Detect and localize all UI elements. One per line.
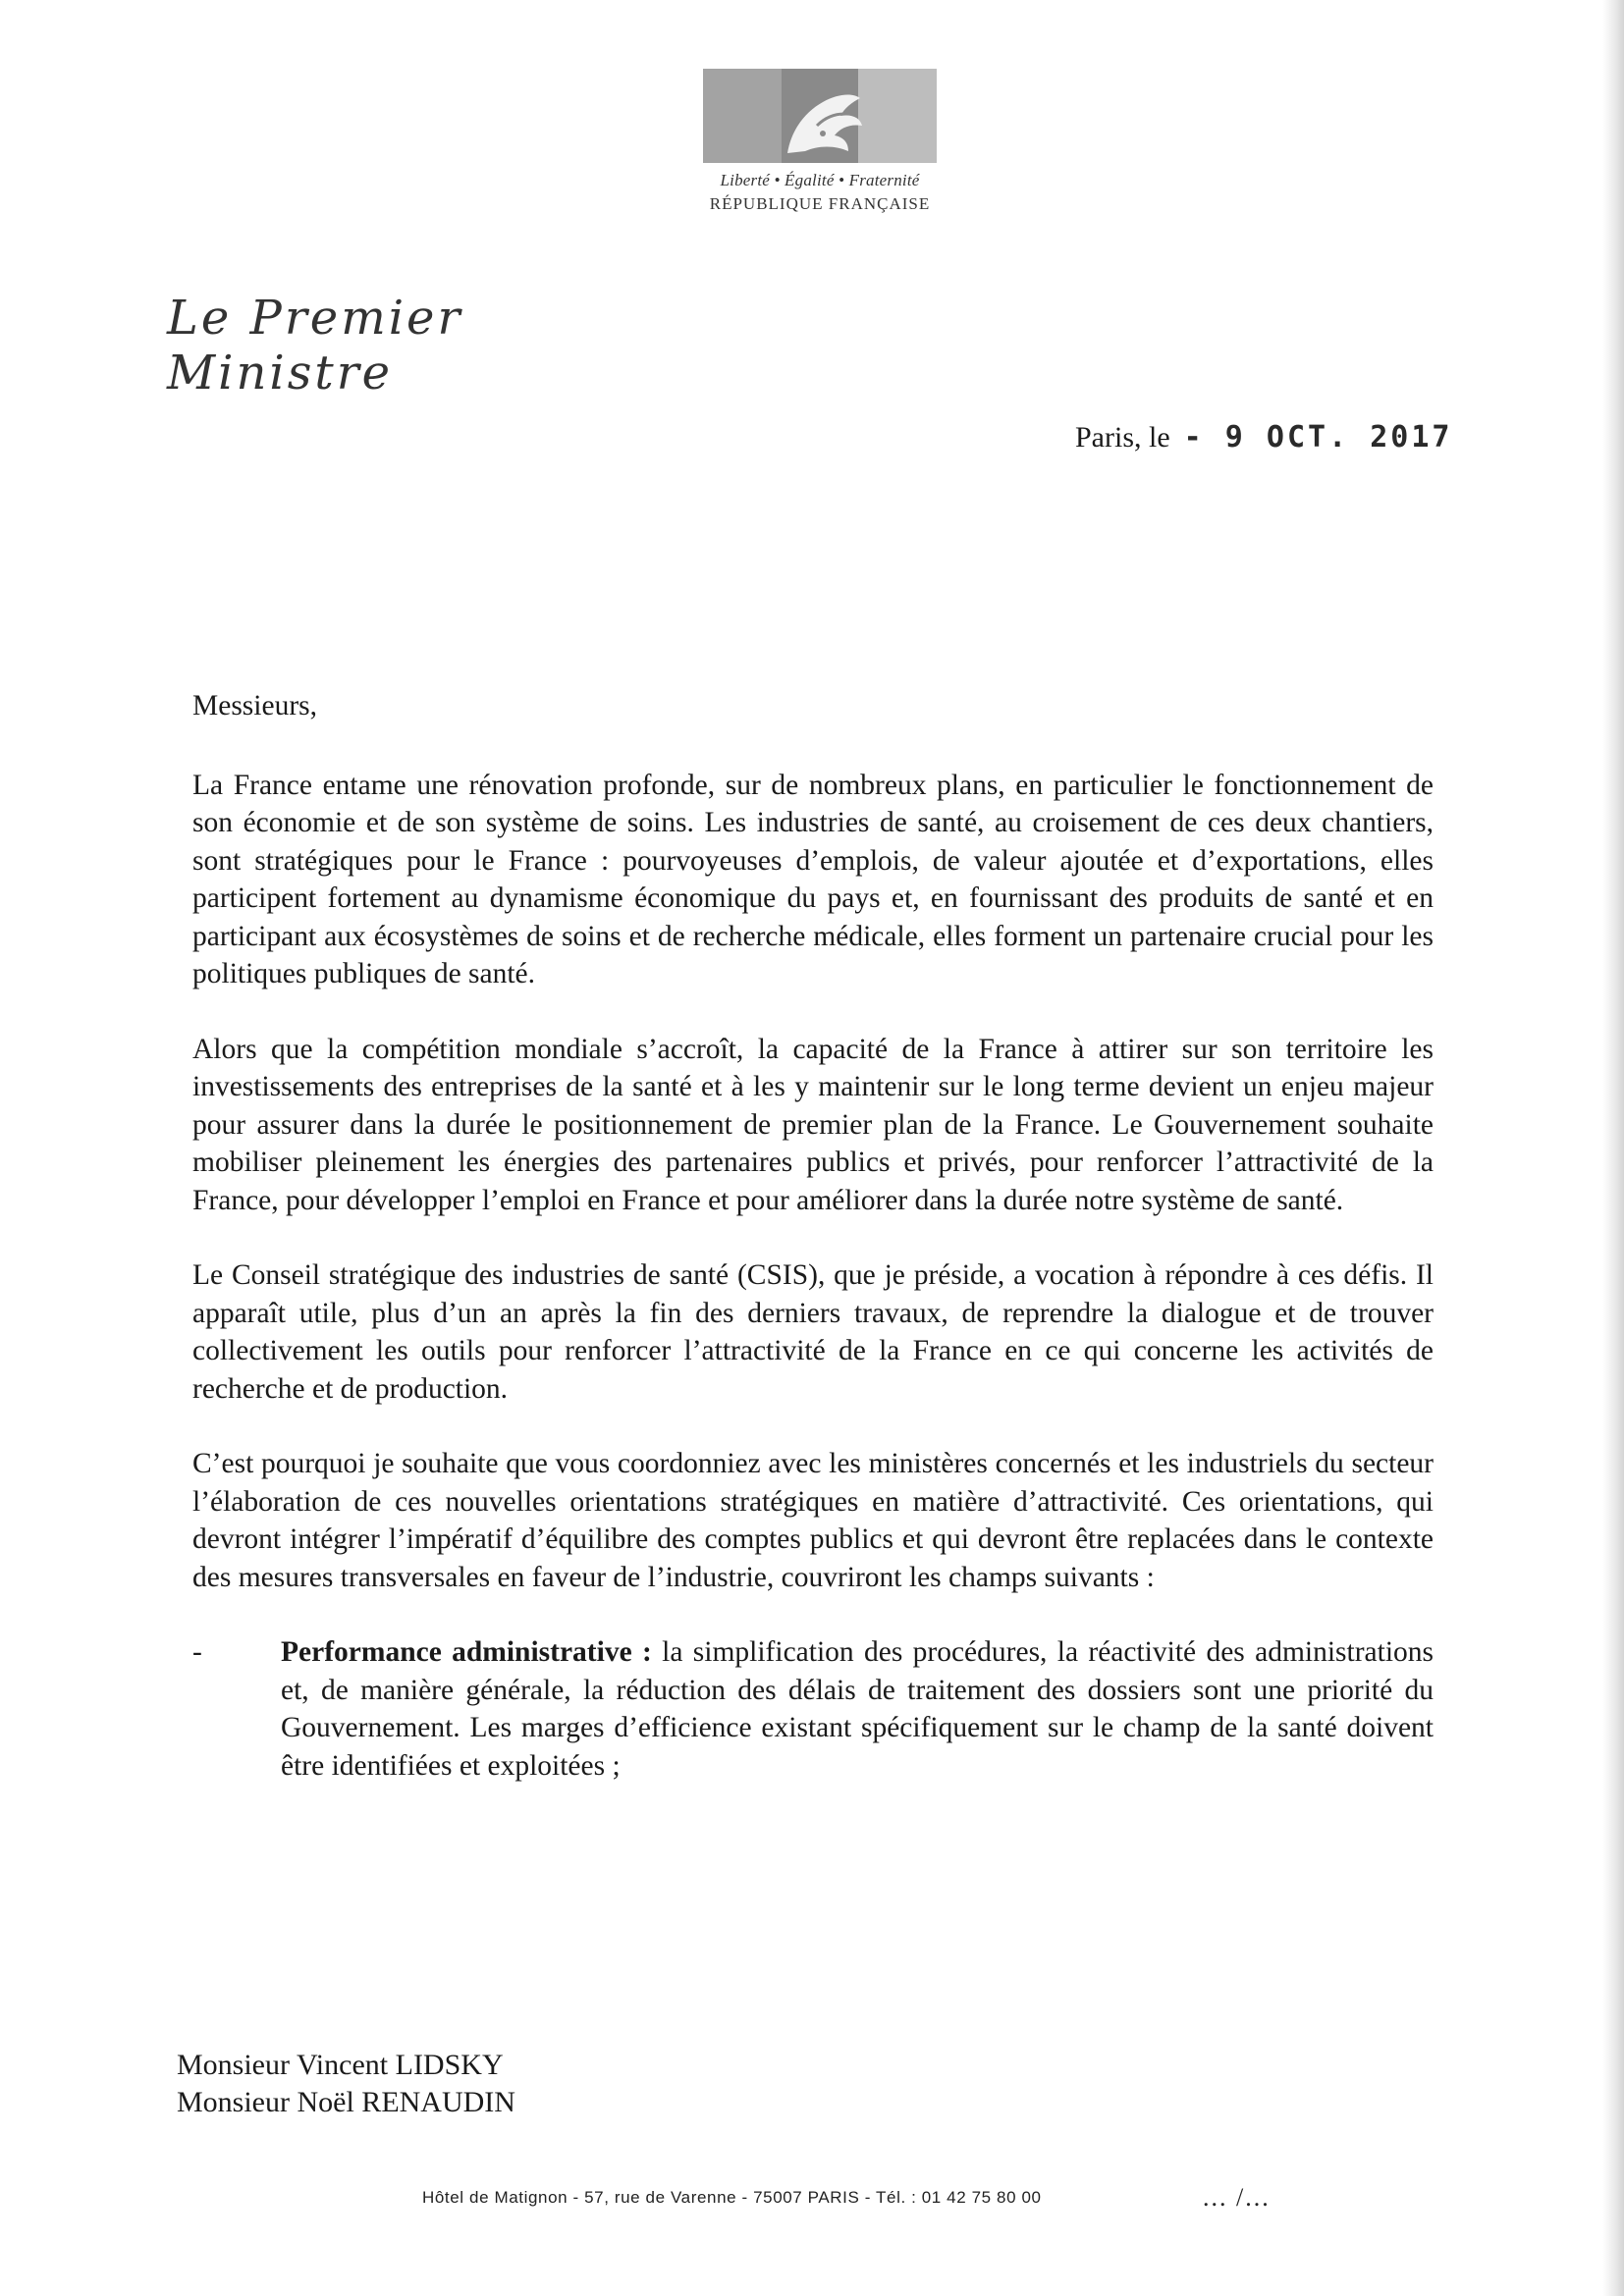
marianne-logo-icon [697, 69, 943, 167]
paragraph: La France entame une rénovation profonde, sur de nombreux plans, en particulier le fonctionnement de son économie et de son système de soins. Les industries de santé, au croisement de ces deux chantiers, sont stratégiques pour le France : pourvoyeuses d’emplois, de valeur ajoutée et d’exportations, elles participent fortement au dynamisme économique du pays et, en fournissant des produits de santé et en participant aux écosystèmes de soins et de recherche médicale, elles forment un partenaire crucial pour les politiques publiques de santé. [192, 769, 1434, 989]
date-line [1075, 420, 1452, 454]
footer-address: Hôtel de Matignon - 57, rue de Varenne - 75007 PARIS - Tél. : 01 42 75 80 00 [422, 2188, 1042, 2207]
logo-country-name: RÉPUBLIQUE FRANÇAISE [709, 194, 931, 213]
list-item-performance-administrative [192, 1633, 1434, 1785]
scan-edge-shadow [1602, 0, 1624, 2296]
continuation-mark: ... /... [1203, 2183, 1271, 2212]
paragraph: C’est pourquoi je souhaite que vous coordonniez avec les ministères concernés et les industriels du secteur l’élaboration de ces nouvelles orientations stratégiques en matière d’attractivité. Ces orientations, qui devront intégrer l’impératif d’équilibre des comptes publics et qui devront être replacées dans le contexte des mesures transversales en faveur de l’industrie, couvriront les champs suivants : [192, 1448, 1434, 1593]
paragraph: Alors que la compétition mondiale s’accroît, la capacité de la France à attirer sur son territoire les investissements des entreprises de la santé et à les y maintenir sur le long terme devient un enjeu majeur pour assurer dans la durée le positionnement de premier plan de la France. Le Gouvernement souhaite mobiliser pleinement les énergies des partenaires publics et privés, pour renforcer l’attractivité de la France, pour développer l’emploi en France et pour améliorer dans la durée notre système de santé. [192, 1033, 1434, 1216]
list-item-text: la simplification des procédures, la réactivité des administrations et, de manière générale, la réduction des délais de traitement des dossiers sont une priorité du Gouvernement. Les marges d’efficience existant spécifiquement sur le champ de la santé doivent être identifiées et exploitées ; [281, 1636, 1434, 1782]
list-item-title: Performance administrative : [281, 1636, 652, 1668]
date-stamp: - 9 OCT. 2017 [1183, 420, 1453, 454]
recipients-block [177, 2047, 515, 2121]
paragraph: Le Conseil stratégique des industries de santé (CSIS), que je préside, a vocation à répondre à ces défis. Il apparaît utile, plus d’un an après la fin des derniers travaux, de reprendre la dialogue et de trouver collectivement les outils pour renforcer l’attractivité de la France en ce qui concerne les activités de recherche et de production. [192, 1259, 1434, 1405]
recipient-name: Monsieur Vincent LIDSKY [177, 2049, 504, 2081]
list-dash: - [192, 1636, 202, 1668]
letter-body [192, 687, 1434, 1785]
republique-francaise-logo [697, 69, 943, 213]
recipient-name: Monsieur Noël RENAUDIN [177, 2086, 515, 2118]
sender-title: Le Premier Ministre [167, 291, 463, 400]
date-prefix: Paris, le [1075, 421, 1170, 454]
salutation: Messieurs, [192, 690, 318, 721]
logo-motto: Liberté • Égalité • Fraternité [720, 171, 920, 189]
